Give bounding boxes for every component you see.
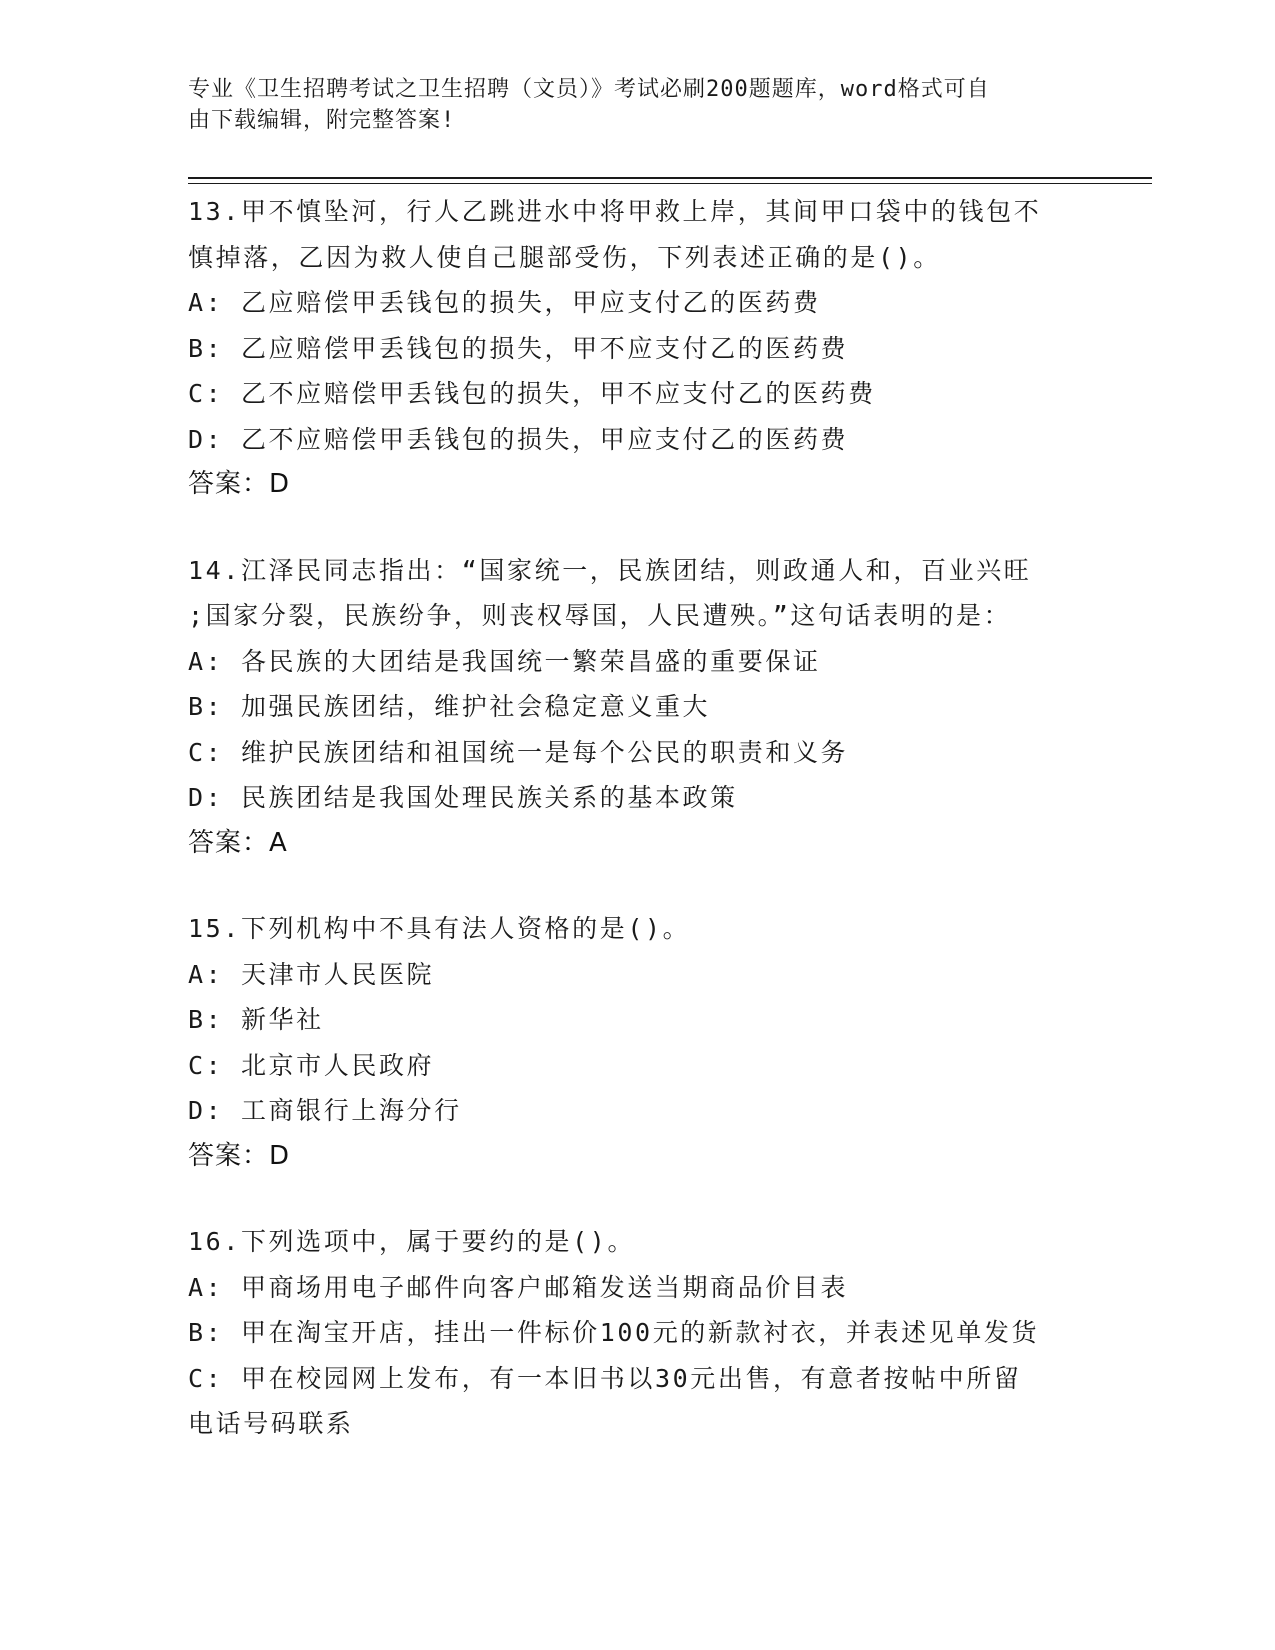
option-b: B: 甲在淘宝开店，挂出一件标价100元的新款衬衣，并表述见单发货 <box>188 1318 1040 1347</box>
question-list <box>188 189 1088 1487</box>
question-16 <box>188 1219 1088 1447</box>
option-a: A: 各民族的大团结是我国统一繁荣昌盛的重要保证 <box>188 646 821 676</box>
option-c-continuation: 电话号码联系 <box>188 1409 354 1438</box>
answer-line: 答案：D <box>188 469 291 499</box>
question-stem-line: 16.下列选项中，属于要约的是()。 <box>188 1227 636 1256</box>
header-line-1: 专业《卫生招聘考试之卫生招聘（文员）》考试必刷200题题库，word格式可自 <box>188 77 990 102</box>
answer-line: 答案：D <box>188 1140 291 1171</box>
option-c: C: 维护民族团结和祖国统一是每个公民的职责和义务 <box>188 737 849 767</box>
question-13 <box>188 189 1088 508</box>
option-d: D: 民族团结是我国处理民族关系的基本政策 <box>188 783 738 812</box>
header-divider-thick <box>188 177 1152 179</box>
answer-line: 答案：A <box>188 827 288 858</box>
question-stem-line: 慎掉落，乙因为救人使自己腿部受伤，下列表述正确的是()。 <box>188 242 941 272</box>
option-a: A: 天津市人民医院 <box>188 959 435 989</box>
question-stem-line: 13.甲不慎坠河，行人乙跳进水中将甲救上岸，其间甲口袋中的钱包不 <box>188 197 1042 226</box>
option-b: B: 加强民族团结，维护社会稳定意义重大 <box>188 692 711 721</box>
header-divider-thin <box>188 183 1152 184</box>
question-15 <box>188 906 1088 1179</box>
document-header <box>188 74 1068 136</box>
option-d: D: 工商银行上海分行 <box>188 1096 462 1125</box>
question-stem-line: 14.江泽民同志指出：“国家统一，民族团结，则政通人和，百业兴旺 <box>188 555 1032 585</box>
option-b: B: 新华社 <box>188 1005 324 1034</box>
option-d: D: 乙不应赔偿甲丢钱包的损失，甲应支付乙的医药费 <box>188 424 849 454</box>
question-14 <box>188 548 1088 867</box>
option-c: C: 甲在校园网上发布，有一本旧书以30元出售，有意者按帖中所留 <box>188 1363 1022 1393</box>
header-line-2: 由下载编辑，附完整答案! <box>188 108 456 133</box>
option-a: A: 甲商场用电子邮件向客户邮箱发送当期商品价目表 <box>188 1272 849 1302</box>
option-a: A: 乙应赔偿甲丢钱包的损失，甲应支付乙的医药费 <box>188 288 821 317</box>
option-c: C: 北京市人民政府 <box>188 1050 435 1080</box>
option-b: B: 乙应赔偿甲丢钱包的损失，甲不应支付乙的医药费 <box>188 333 849 363</box>
option-c: C: 乙不应赔偿甲丢钱包的损失，甲不应支付乙的医药费 <box>188 379 876 408</box>
question-stem-line: 15.下列机构中不具有法人资格的是()。 <box>188 914 691 943</box>
question-stem-line: ;国家分裂，民族纷争，则丧权辱国，人民遭殃。”这句话表明的是： <box>188 601 1012 630</box>
